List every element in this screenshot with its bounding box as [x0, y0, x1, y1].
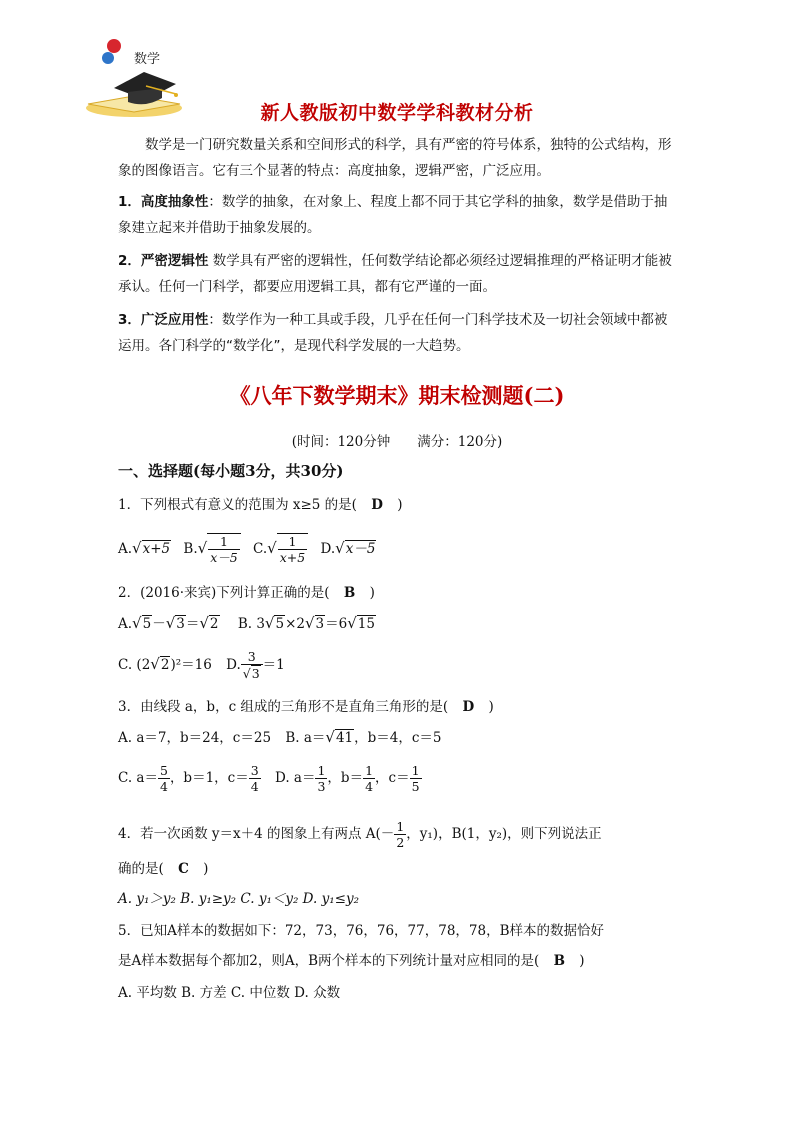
- header-title: 新人教版初中数学学科教材分析: [260, 102, 534, 124]
- point-1-text: ：数学的抽象，在对象上、程度上都不同于其它学科的抽象，数学是借助于抽象建立起来并借助于抽象发展的。: [118, 194, 668, 236]
- question-2-stem: 2．(2016·来宾)下列计算正确的是( B ): [118, 585, 375, 601]
- question-2-options-cd: C. (2√2)²＝16 D. $\frac{3}{√3}$ ＝1: [118, 649, 285, 681]
- section-heading: 一、选择题(每小题3分，共30分): [118, 462, 344, 480]
- intro-point-1: [118, 189, 678, 241]
- question-4-stem-line2: 确的是( C ): [118, 861, 209, 877]
- point-1-label: 1．高度抽象性: [118, 194, 209, 210]
- point-2-label: 2．严密逻辑性: [118, 253, 209, 269]
- question-5-options: A. 平均数 B. 方差 C. 中位数 D. 众数: [118, 985, 341, 1001]
- question-5-answer: B: [553, 953, 565, 969]
- question-4-answer: C: [178, 861, 189, 877]
- intro-point-2: [118, 248, 678, 300]
- point-3-text: ：数学作为一种工具或手段，几乎在任何一门科学技术及一切社会领域中都被运用。各门科学的“数学化”，是现代科学发展的一大趋势。: [118, 312, 668, 354]
- exam-title: 《八年下数学期末》期末检测题(二): [229, 383, 565, 408]
- question-4-stem: 4．若一次函数 y＝x＋4 的图象上有两点 A(－ $\frac{1}{2}$ ，y₁)，B(1，y₂)，则下列说法正: [118, 819, 602, 850]
- exam-subtitle: (时间：120分钟 满分：120分): [291, 434, 503, 450]
- question-3-answer: D: [462, 699, 475, 715]
- question-1-options: A.√x+5 B.√ $\frac{1}{x-5}$ C.√ $\frac{1}{x+5}$ D.√x－5: [118, 534, 376, 565]
- question-5-stem: 5．已知A样本的数据如下：72，73，76，76，77，78，78，B样本的数据恰好: [118, 923, 605, 939]
- question-1-answer: D: [371, 497, 383, 513]
- point-2-text: 数学具有严密的逻辑性，任何数学结论都必须经过逻辑推理的严格证明才能被承认。任何一门科学，都要应用逻辑工具，都有它严谨的一面。: [118, 253, 672, 295]
- question-3-options-cd: C. a＝ $\frac{5}{4}$ ，b＝1，c＝ $\frac{3}{4}$ D. a＝ $\frac{1}{3}$ ，b＝ $\frac{1}{4}$ ，c＝ $\frac{1}{5}$: [118, 763, 420, 794]
- question-5-stem-line2: 是A样本数据每个都加2，则A，B两个样本的下列统计量对应相同的是( B ): [118, 953, 585, 969]
- question-3-stem: 3．由线段 a，b，c 组成的三角形不是直角三角形的是( D ): [118, 699, 494, 715]
- intro-paragraph: 数学是一门研究数量关系和空间形式的科学，具有严密的符号体系，独特的公式结构，形象的图像语言。它有三个显著的特点：高度抽象，逻辑严密，广泛应用。: [118, 137, 672, 179]
- point-3-label: 3．广泛应用性: [118, 312, 209, 328]
- question-2-options-ab: A.√5－√3＝√2 B. 3√5×2√3＝6√15: [118, 614, 375, 632]
- question-2-answer: B: [343, 585, 356, 601]
- logo-label: 数学: [134, 52, 161, 67]
- question-4-options: A. y₁＞y₂ B. y₁≥y₂ C. y₁＜y₂ D. y₁≤y₂: [118, 891, 359, 907]
- question-1-stem: 1．下列根式有意义的范围为 x≥5 的是( D ): [118, 497, 403, 513]
- question-3-options-ab: A. a＝7，b＝24，c＝25 B. a＝√41，b＝4，c＝5: [118, 728, 442, 746]
- intro-point-3: [118, 307, 678, 359]
